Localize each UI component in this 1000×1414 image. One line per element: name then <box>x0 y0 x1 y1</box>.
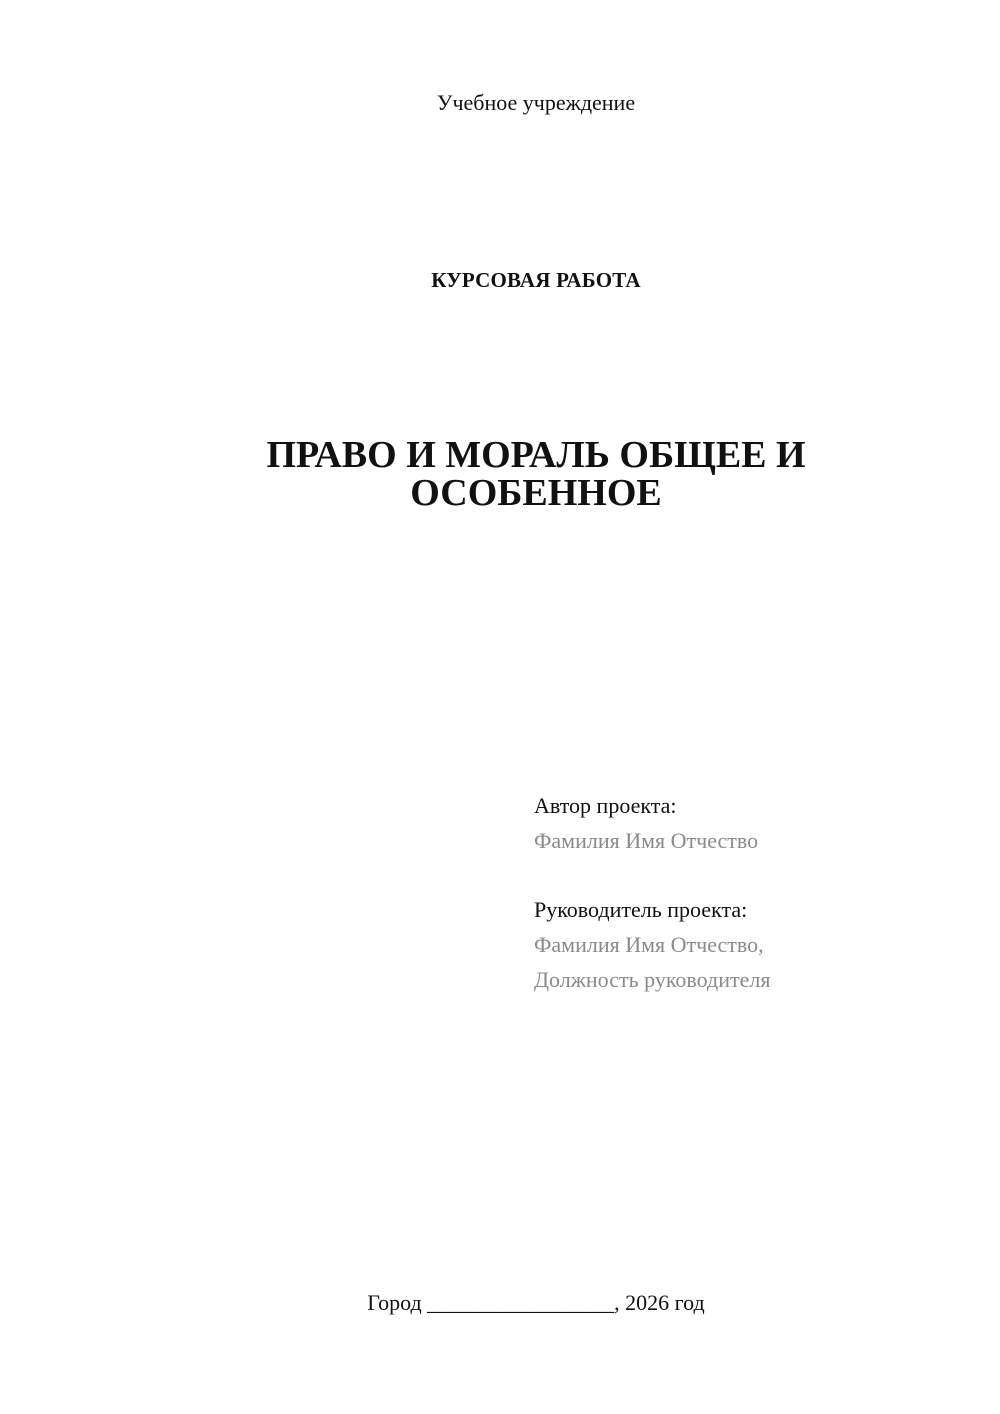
institution-name: Учебное учреждение <box>436 90 636 115</box>
author-name-placeholder: Фамилия Имя Отчество <box>534 828 759 853</box>
document-title <box>186 436 886 512</box>
credits-spacer <box>534 858 974 892</box>
document-title-line-2: ОСОБЕННОЕ <box>410 472 662 514</box>
supervisor-name-placeholder: Фамилия Имя Отчество, <box>534 932 764 957</box>
work-type-heading: КУРСОВАЯ РАБОТА <box>431 268 641 292</box>
supervisor-position-placeholder: Должность руководителя <box>534 967 771 992</box>
supervisor-label: Руководитель проекта: <box>534 897 748 922</box>
author-label: Автор проекта: <box>534 793 677 818</box>
document-title-line-1: ПРАВО И МОРАЛЬ ОБЩЕЕ И <box>266 434 806 476</box>
city-year-footer: Город _________________, 2026 год <box>367 1290 705 1315</box>
credits-block <box>534 788 974 997</box>
